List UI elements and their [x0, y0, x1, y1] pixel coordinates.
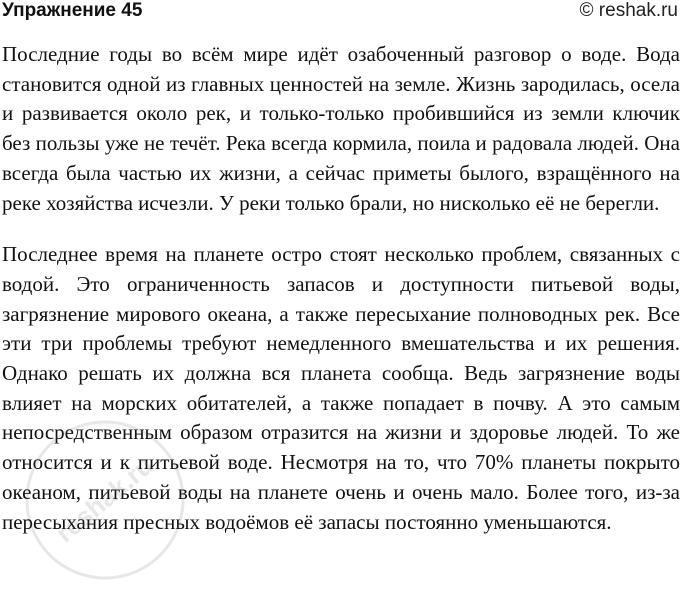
- paragraph-1: Последние годы во всём мире идёт озабоченный разговор о воде. Вода становится одной из главных ценностей на земле. Жизнь зародилась, осела и развивается около рек, и только-только пробившийся из земли ключик без пользы уже не течёт. Река всегда кормила, поила и радовала людей. Она всегда была частью их жизни, а сейчас приметы былого, взращённого на реке хозяйства исчезли. У реки только брали, но нисколько её не берегли.: [2, 42, 680, 215]
- source-label: © reshak.ru: [579, 0, 678, 21]
- page-header: [2, 0, 678, 26]
- exercise-title: Упражнение 45: [2, 0, 143, 21]
- paragraph-2: Последнее время на планете остро стоят несколько проблем, связанных с водой. Это ограниченность запасов и доступности питьевой воды, загрязнение мирового океана, а также пересыхание полноводных рек. Все эти три проблемы требуют немедленного вмешательства и их решения. Однако решать их должна вся планета сообща. Ведь загрязнение воды влияет на морских обитателей, а также попадает в почву. А это самым непосредственным образом отразится на жизни и здоровье людей. То же относится и к питьевой воде. Несмотря на то, что 70% планеты покрыто океаном, питьевой воды на планете очень и очень мало. Более того, из-за пересыхания пресных водоёмов её запасы постоянно уменьшаются.: [2, 242, 680, 534]
- exercise-text: [2, 40, 680, 537]
- watermark-text: reshak.ru: [49, 450, 159, 549]
